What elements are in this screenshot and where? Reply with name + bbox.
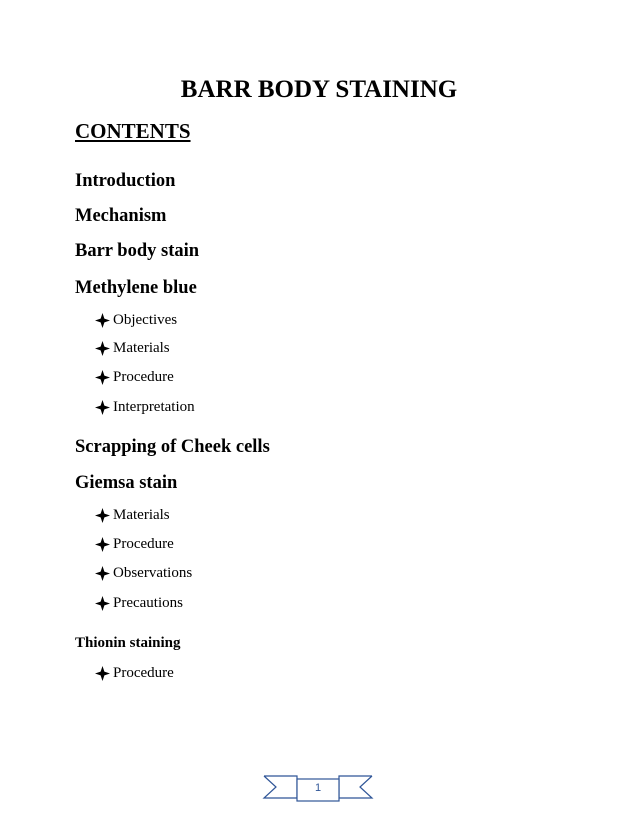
diamond-bullet-icon — [95, 341, 110, 356]
heading-giemsa-stain: Giemsa stain — [75, 473, 178, 493]
document-title: BARR BODY STAINING — [180, 76, 458, 103]
list-item-label: Procedure — [113, 369, 174, 385]
diamond-bullet-icon — [95, 537, 110, 552]
list-item — [95, 534, 174, 554]
list-item-label: Procedure — [113, 665, 174, 681]
list-item — [95, 338, 170, 358]
contents-heading: CONTENTS — [75, 119, 191, 143]
list-item — [95, 367, 174, 387]
list-item-label: Materials — [113, 507, 170, 523]
diamond-bullet-icon — [95, 596, 110, 611]
diamond-bullet-icon — [95, 313, 110, 328]
diamond-bullet-icon — [95, 400, 110, 415]
page-number: 1 — [314, 782, 322, 794]
list-item — [95, 593, 183, 613]
heading-scrapping-cheek-cells: Scrapping of Cheek cells — [75, 437, 270, 457]
heading-barr-body-stain: Barr body stain — [75, 241, 200, 261]
diamond-bullet-icon — [95, 566, 110, 581]
list-item — [95, 663, 174, 683]
list-item-label: Precautions — [113, 595, 183, 611]
list-item-label: Procedure — [113, 536, 174, 552]
heading-introduction: Introduction — [75, 171, 176, 191]
list-item — [95, 505, 170, 525]
diamond-bullet-icon — [95, 370, 110, 385]
diamond-bullet-icon — [95, 666, 110, 681]
heading-mechanism: Mechanism — [75, 206, 167, 226]
diamond-bullet-icon — [95, 508, 110, 523]
heading-methylene-blue: Methylene blue — [75, 278, 197, 298]
list-item-label: Interpretation — [113, 399, 195, 415]
list-item — [95, 563, 192, 583]
list-item — [95, 310, 177, 330]
list-item-label: Objectives — [113, 312, 178, 328]
heading-thionin-staining: Thionin staining — [75, 635, 181, 651]
list-item-label: Materials — [113, 340, 170, 356]
list-item — [95, 397, 195, 417]
list-item-label: Observations — [113, 565, 193, 581]
